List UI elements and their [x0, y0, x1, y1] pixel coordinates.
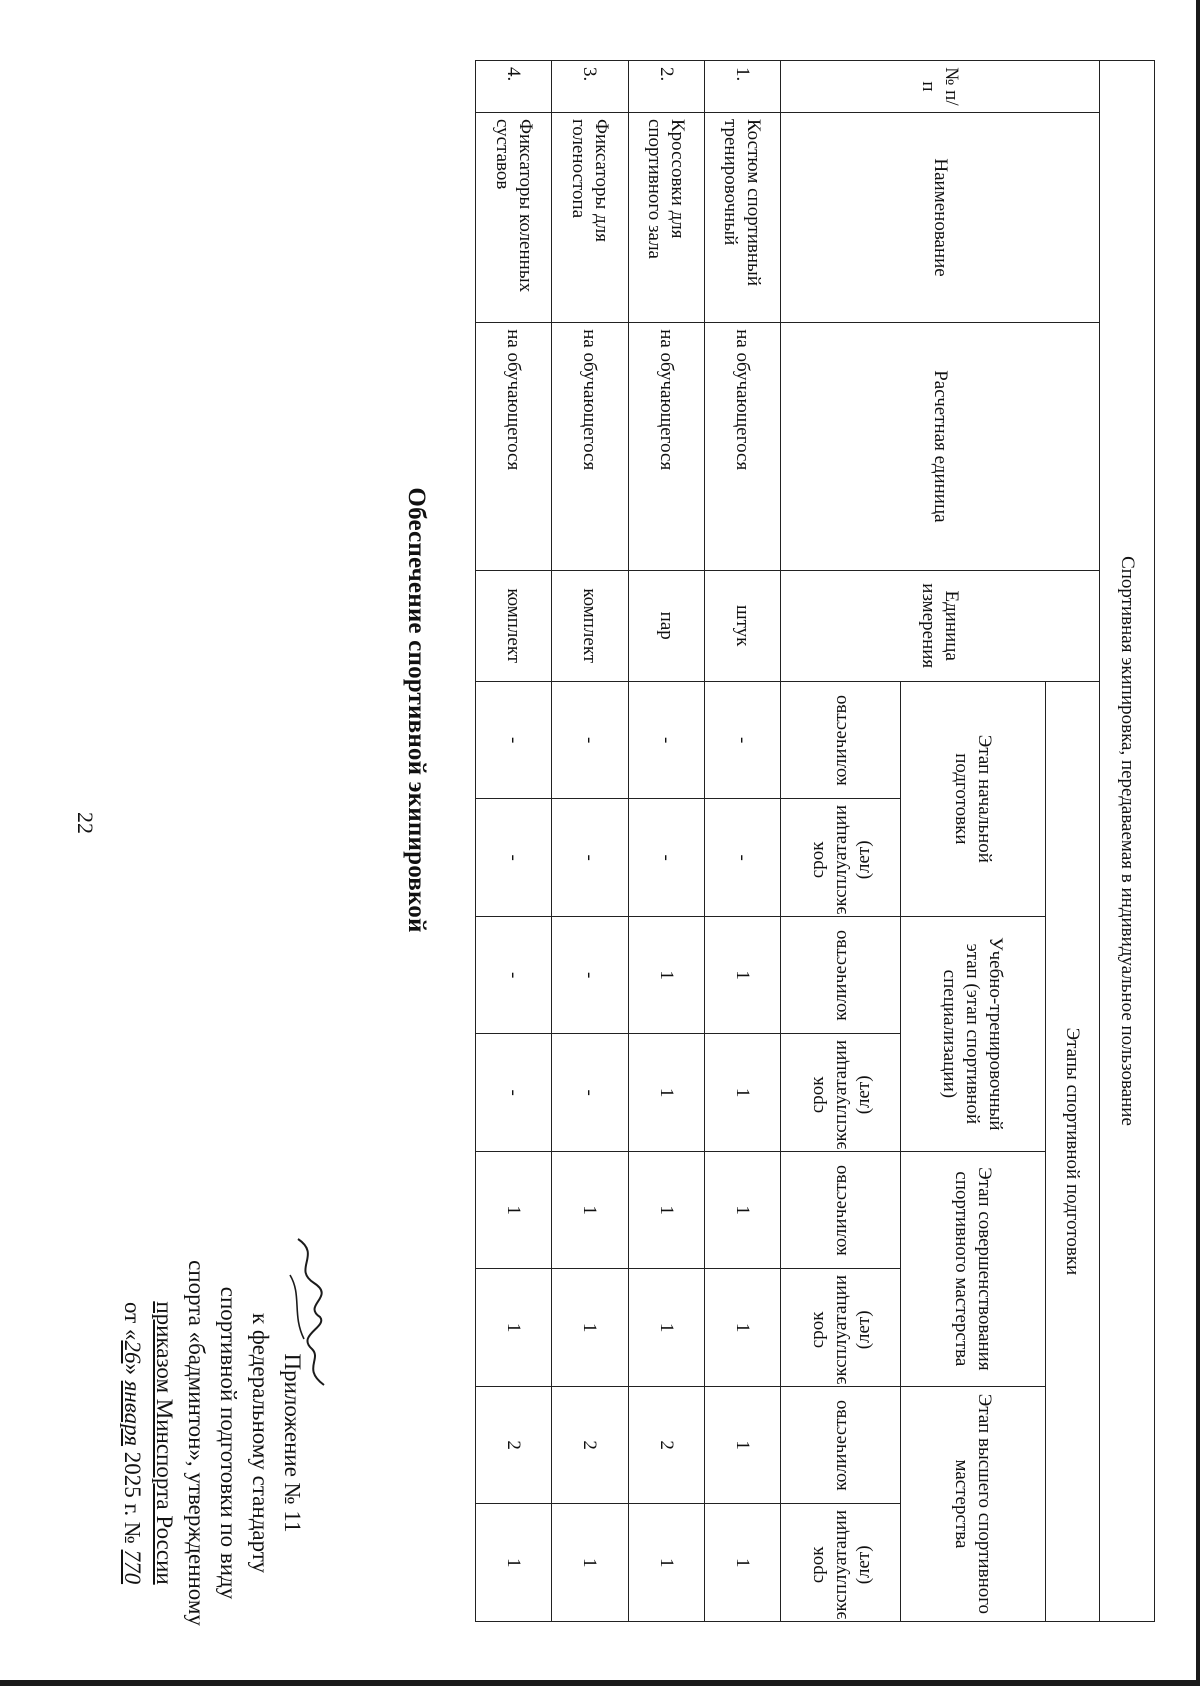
header-unit: Единица измерения — [781, 570, 1100, 681]
row-unit: комплект — [476, 570, 552, 681]
document-title: Обеспечение спортивной экипировкой — [403, 487, 430, 933]
row-value: 1 — [552, 1269, 628, 1387]
date-month: января — [120, 1380, 145, 1447]
row-name: Кроссовки для спортивного зала — [628, 112, 704, 322]
header-stage: Этап начальной подготовки — [901, 681, 1046, 916]
row-unit: комплект — [552, 570, 628, 681]
appendix-date-line — [116, 1200, 148, 1686]
row-value: 1 — [704, 1504, 780, 1622]
row-value: - — [476, 681, 552, 799]
row-value: - — [476, 799, 552, 917]
date-mid: » — [120, 1363, 145, 1381]
date-prefix: от « — [120, 1301, 145, 1341]
row-value: 1 — [704, 1269, 780, 1387]
table-row — [628, 61, 704, 1622]
header-term: срок эксплуатации (лет) — [781, 1034, 901, 1152]
appendix-line: к федеральному стандарту — [248, 1312, 273, 1574]
row-value: 1 — [552, 1504, 628, 1622]
header-term: срок эксплуатации (лет) — [781, 799, 901, 917]
header-stage: Этап высшего спортивного мастерства — [901, 1386, 1046, 1621]
row-value: 1 — [704, 1034, 780, 1152]
row-unit: пар — [628, 570, 704, 681]
table-caption-row — [1100, 61, 1155, 1622]
row-calc-unit: на обучающегося — [628, 323, 704, 570]
appendix-line: приказом Минспорта России — [152, 1301, 177, 1585]
header-term: срок эксплуатации (лет) — [781, 1504, 901, 1622]
row-value: 2 — [552, 1386, 628, 1504]
row-value: 1 — [628, 1504, 704, 1622]
row-name: Фиксаторы для голеностопа — [552, 112, 628, 322]
row-name: Костюм спортивный тренировочный — [704, 112, 780, 322]
header-qty: количество — [781, 916, 901, 1034]
row-value: 1 — [628, 1269, 704, 1387]
appendix-line: Приложение № 11 — [280, 1353, 305, 1533]
table-header-row — [1045, 61, 1100, 1622]
row-value: 2 — [476, 1386, 552, 1504]
row-value: - — [552, 1034, 628, 1152]
header-term: срок эксплуатации (лет) — [781, 1269, 901, 1387]
row-value: 1 — [476, 1151, 552, 1269]
header-stages: Этапы спортивной подготовки — [1045, 681, 1100, 1621]
equipment-table — [475, 60, 1155, 1622]
row-value: 1 — [476, 1504, 552, 1622]
header-qty: количество — [781, 1386, 901, 1504]
date-year: 2025 г. № — [120, 1446, 145, 1550]
row-value: 1 — [704, 1151, 780, 1269]
date-day: 26 — [120, 1340, 145, 1364]
appendix-block — [116, 1200, 308, 1686]
row-calc-unit: на обучающегося — [476, 323, 552, 570]
row-number: 2. — [628, 61, 704, 113]
row-value: 2 — [628, 1386, 704, 1504]
row-value: - — [552, 799, 628, 917]
row-value: - — [704, 681, 780, 799]
row-value: - — [704, 799, 780, 917]
row-value: - — [628, 799, 704, 917]
row-number: 3. — [552, 61, 628, 113]
row-value: 1 — [476, 1269, 552, 1387]
row-value: 1 — [704, 916, 780, 1034]
header-calc-unit: Расчетная единица — [781, 323, 1100, 570]
header-qty: количество — [781, 681, 901, 799]
row-value: - — [476, 1034, 552, 1152]
header-name: Наименование — [781, 112, 1100, 322]
row-value: - — [628, 681, 704, 799]
row-value: - — [552, 681, 628, 799]
table-caption: Спортивная экипировка, передаваемая в индивидуальное пользование — [1100, 61, 1155, 1622]
header-stage: Этап совершенствования спортивного мастерства — [901, 1151, 1046, 1386]
appendix-line: спорта «бадминтон», утвержденному — [184, 1260, 209, 1626]
row-value: - — [476, 916, 552, 1034]
row-unit: штук — [704, 570, 780, 681]
row-value: 1 — [552, 1151, 628, 1269]
row-name: Фиксаторы коленных суставов — [476, 112, 552, 322]
table-row — [704, 61, 780, 1622]
row-value: 1 — [628, 916, 704, 1034]
header-stage: Учебно-тренировочный этап (этап спортивной специализации) — [901, 916, 1046, 1151]
header-qty: количество — [781, 1151, 901, 1269]
row-calc-unit: на обучающегося — [552, 323, 628, 570]
header-num: № п/п — [781, 61, 1100, 113]
row-number: 1. — [704, 61, 780, 113]
row-calc-unit: на обучающегося — [704, 323, 780, 570]
row-value: 1 — [628, 1034, 704, 1152]
table-row — [476, 61, 552, 1622]
row-value: - — [552, 916, 628, 1034]
order-number: 770 — [120, 1549, 145, 1585]
table-row — [552, 61, 628, 1622]
row-value: 1 — [704, 1386, 780, 1504]
row-number: 4. — [476, 61, 552, 113]
page-number: 22 — [73, 812, 98, 834]
row-value: 1 — [628, 1151, 704, 1269]
appendix-line: спортивной подготовки по виду — [216, 1286, 241, 1600]
